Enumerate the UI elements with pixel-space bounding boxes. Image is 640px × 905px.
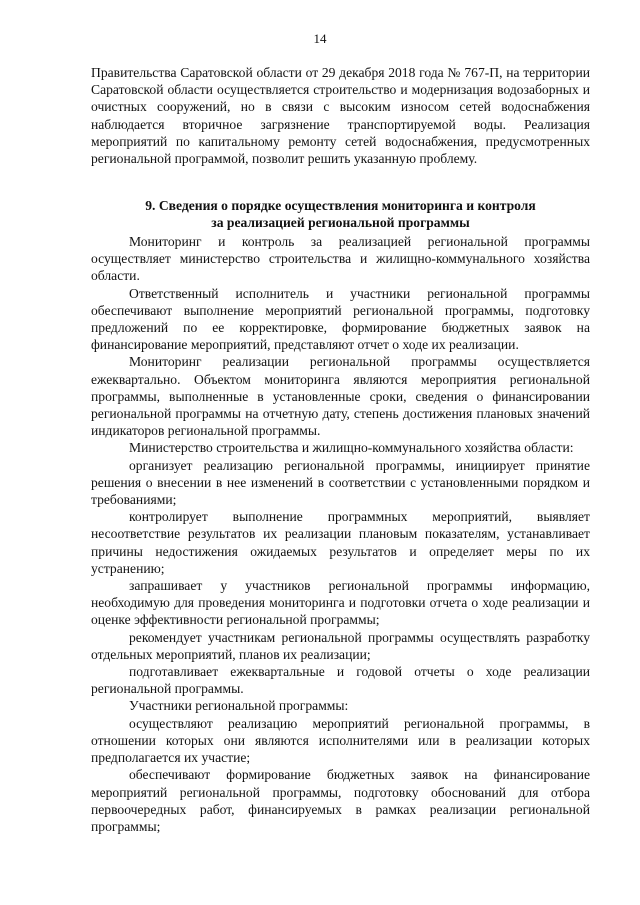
- paragraph-participants-lead: Участники региональной программы:: [129, 698, 349, 714]
- paragraph-responsible-executor: Ответственный исполнитель и участники региональной программы обеспечивают выполнение мероприятий региональной программы, подготовку предложений по ее корректировке, формирование бюджетных заявок на финансирование мероприятий, представляют отчет о ходе их реализации.: [91, 285, 590, 353]
- page-number: 14: [313, 31, 327, 46]
- paragraph-prepares-reports: подготавливает ежеквартальные и годовой отчеты о ходе реализации региональной программы.: [91, 664, 590, 697]
- paragraph-controls: контролирует выполнение программных мероприятий, выявляет несоответствие результатов их реализации плановым показателям, устанавливает причины недостижения ожидаемых результатов и определяет меры по их устранению;: [91, 509, 590, 576]
- paragraph-participants-budget: обеспечивают формирование бюджетных заявок на финансирование мероприятий региональной программы, подготовку обоснований для отбора первоочередных работ, финансируемых в рамках реализации региональной программы;: [91, 767, 590, 834]
- section-body: [91, 233, 590, 835]
- section-heading-line-1: 9. Сведения о порядке осуществления мониторинга и контроля: [145, 198, 536, 213]
- paragraph-recommends: рекомендует участникам региональной программы осуществлять разработку отдельных мероприятий, планов их реализации;: [91, 629, 590, 662]
- paragraph-organizes: организует реализацию региональной программы, инициирует принятие решения о внесении в нее изменений в соответствии с установленными порядком и требованиями;: [91, 457, 590, 508]
- section-heading: [91, 197, 590, 231]
- paragraph-monitoring-quarterly: Мониторинг реализации региональной программы осуществляется ежеквартально. Объектом мониторинга являются мероприятия региональной программы, выполненные в установленные сроки, сведения о финансировании региональной программы на отчетную дату, степень достижения плановых значений индикаторов региональной программы.: [91, 354, 590, 439]
- section-heading-line-2: за реализацией региональной программы: [211, 215, 470, 231]
- paragraph-participants-implement: осуществляют реализацию мероприятий региональной программы, в отношении которых они являются исполнителями или в реализации которых предполагается их участие;: [91, 715, 590, 766]
- intro-paragraph: Правительства Саратовской области от 29 декабря 2018 года № 767-П, на территории Саратовской области осуществляется строительство и модернизация водозаборных и очистных сооружений, но в связи с высоким износом сетей водоснабжения наблюдается вторичное загрязнение транспортируемой воды. Реализация мероприятий по капитальному ремонту сетей водоснабжения, предусмотренных региональной программой, позволит решить указанную проблему.: [91, 65, 590, 167]
- paragraph-requests: запрашивает у участников региональной программы информацию, необходимую для проведения мониторинга и подготовки отчета о ходе реализации и оценке эффективности региональной программы;: [91, 578, 590, 628]
- paragraph-ministry-lead: Министерство строительства и жилищно-коммунального хозяйства области:: [129, 440, 574, 456]
- intro-paragraph-block: [91, 64, 590, 167]
- paragraph-monitoring-control: Мониторинг и контроль за реализацией региональной программы осуществляет министерство строительства и жилищно-коммунального хозяйства области.: [91, 234, 590, 284]
